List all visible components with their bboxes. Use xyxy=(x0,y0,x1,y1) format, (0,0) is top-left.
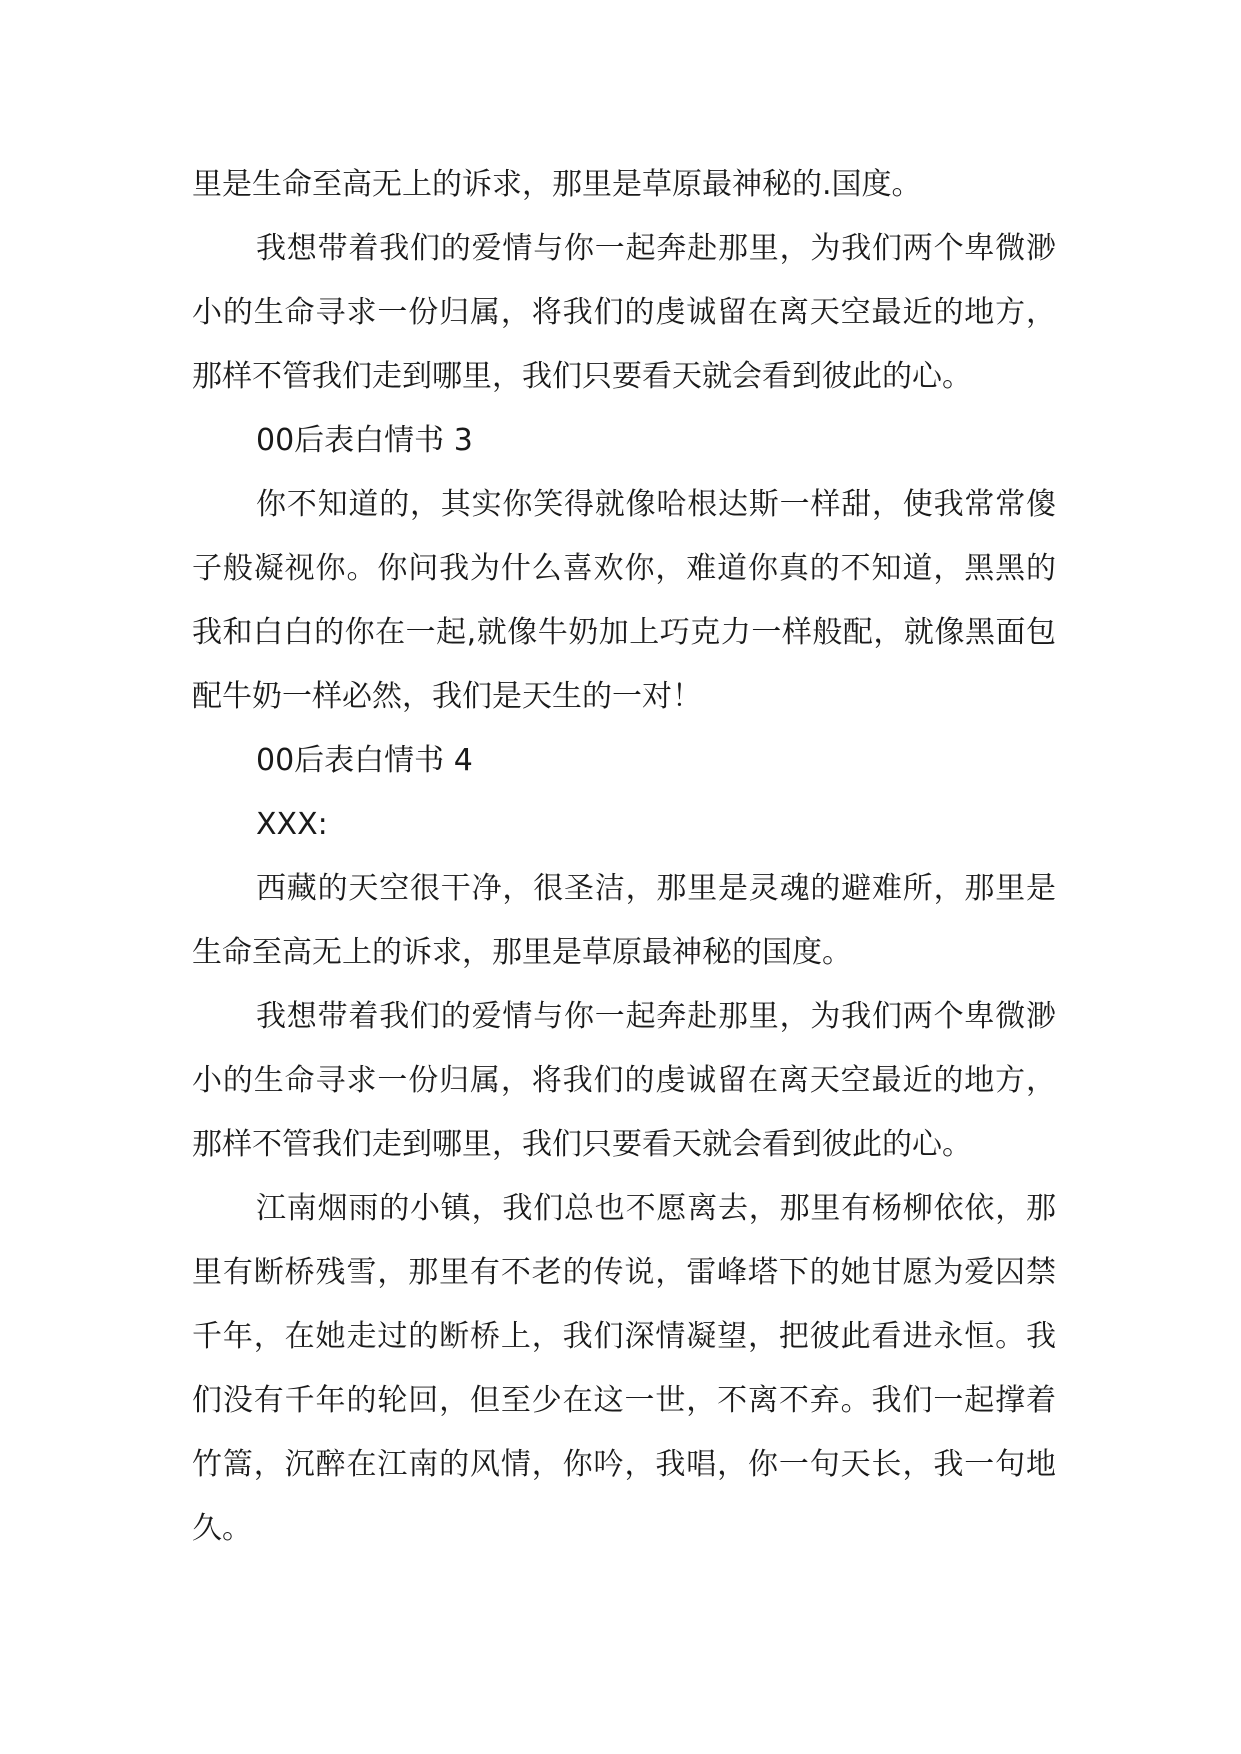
salutation: XXX: xyxy=(256,807,328,842)
paragraph-6: 江南烟雨的小镇，我们总也不愿离去，那里有杨柳依依，那里有断桥残雪，那里有不老的传说，雷峰塔下的她甘愿为爱囚禁千年，在她走过的断桥上，我们深情凝望，把彼此看进永恒。我们没有千年的轮回，但至少在这一世，不离不弃。我们一起撑着竹篙，沉醉在江南的风情，你吟，我唱，你一句天长，我一句地久。 xyxy=(192,1191,1056,1546)
paragraph-1: 里是生命至高无上的诉求，那里是草原最神秘的.国度。 xyxy=(192,167,922,202)
section-heading-3: 00后表白情书 3 xyxy=(256,423,473,458)
paragraph-5: 我想带着我们的爱情与你一起奔赴那里，为我们两个卑微渺小的生命寻求一份归属，将我们的虔诚留在离天空最近的地方，那样不管我们走到哪里，我们只要看天就会看到彼此的心。 xyxy=(192,999,1056,1162)
paragraph-4: 西藏的天空很干净，很圣洁，那里是灵魂的避难所，那里是生命至高无上的诉求，那里是草原最神秘的国度。 xyxy=(192,871,1056,970)
document-body xyxy=(192,153,1056,1561)
section-heading-4: 00后表白情书 4 xyxy=(256,743,473,778)
paragraph-3: 你不知道的，其实你笑得就像哈根达斯一样甜，使我常常傻子般凝视你。你问我为什么喜欢你，难道你真的不知道，黑黑的我和白白的你在一起,就像牛奶加上巧克力一样般配，就像黑面包配牛奶一样必然，我们是天生的一对！ xyxy=(192,487,1056,714)
paragraph-2: 我想带着我们的爱情与你一起奔赴那里，为我们两个卑微渺小的生命寻求一份归属，将我们的虔诚留在离天空最近的地方，那样不管我们走到哪里，我们只要看天就会看到彼此的心。 xyxy=(192,231,1056,394)
